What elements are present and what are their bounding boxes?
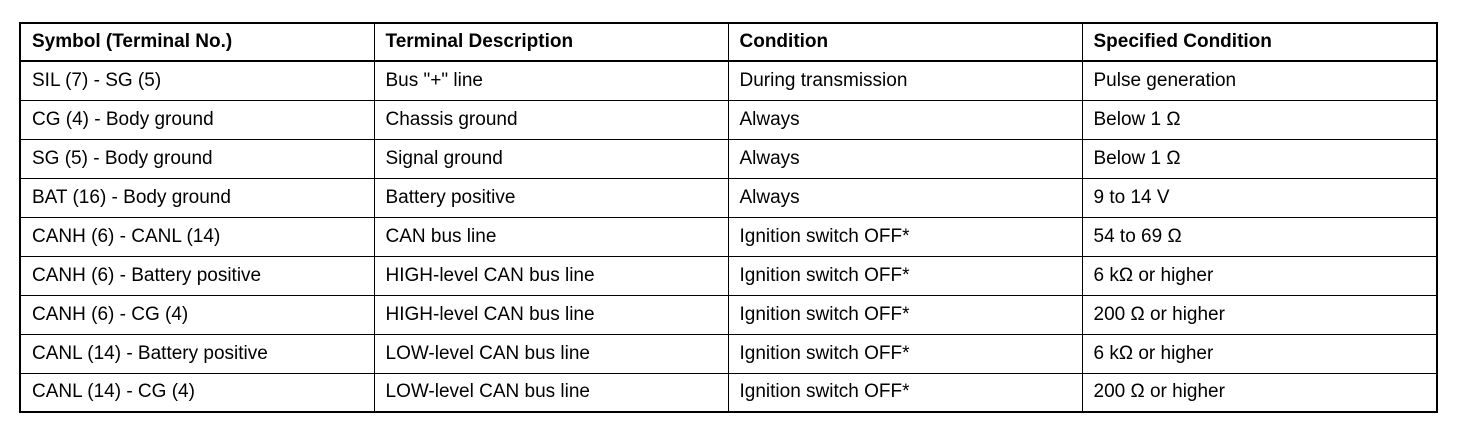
cell-symbol: CANH (6) - CG (4) (20, 295, 374, 334)
cell-terminal-description: HIGH-level CAN bus line (374, 256, 728, 295)
table-row (20, 178, 1437, 217)
cell-symbol: SG (5) - Body ground (20, 139, 374, 178)
cell-specified-condition: 6 kΩ or higher (1082, 334, 1437, 373)
table-row (20, 139, 1437, 178)
cell-condition: Ignition switch OFF* (728, 295, 1082, 334)
header-symbol: Symbol (Terminal No.) (20, 23, 374, 61)
table-body (20, 61, 1437, 412)
table-row (20, 295, 1437, 334)
table-row (20, 373, 1437, 412)
cell-specified-condition: Below 1 Ω (1082, 100, 1437, 139)
cell-specified-condition: Below 1 Ω (1082, 139, 1437, 178)
cell-symbol: CANH (6) - Battery positive (20, 256, 374, 295)
cell-condition: During transmission (728, 61, 1082, 100)
table-row (20, 256, 1437, 295)
cell-condition: Always (728, 178, 1082, 217)
cell-condition: Always (728, 139, 1082, 178)
table-row (20, 61, 1437, 100)
cell-symbol: BAT (16) - Body ground (20, 178, 374, 217)
cell-terminal-description: LOW-level CAN bus line (374, 373, 728, 412)
cell-specified-condition: 9 to 14 V (1082, 178, 1437, 217)
cell-symbol: CANH (6) - CANL (14) (20, 217, 374, 256)
cell-condition: Always (728, 100, 1082, 139)
cell-terminal-description: Chassis ground (374, 100, 728, 139)
terminal-spec-table (19, 22, 1438, 413)
table-header (20, 23, 1437, 61)
cell-terminal-description: HIGH-level CAN bus line (374, 295, 728, 334)
cell-terminal-description: Bus "+" line (374, 61, 728, 100)
cell-specified-condition: 200 Ω or higher (1082, 373, 1437, 412)
header-condition: Condition (728, 23, 1082, 61)
table-row (20, 334, 1437, 373)
header-terminal-description: Terminal Description (374, 23, 728, 61)
cell-specified-condition: 54 to 69 Ω (1082, 217, 1437, 256)
cell-symbol: SIL (7) - SG (5) (20, 61, 374, 100)
cell-terminal-description: Signal ground (374, 139, 728, 178)
cell-condition: Ignition switch OFF* (728, 256, 1082, 295)
table-row (20, 100, 1437, 139)
cell-symbol: CG (4) - Body ground (20, 100, 374, 139)
cell-specified-condition: Pulse generation (1082, 61, 1437, 100)
header-specified-condition: Specified Condition (1082, 23, 1437, 61)
cell-specified-condition: 6 kΩ or higher (1082, 256, 1437, 295)
cell-symbol: CANL (14) - CG (4) (20, 373, 374, 412)
cell-specified-condition: 200 Ω or higher (1082, 295, 1437, 334)
header-row (20, 23, 1437, 61)
cell-condition: Ignition switch OFF* (728, 373, 1082, 412)
table-row (20, 217, 1437, 256)
cell-terminal-description: CAN bus line (374, 217, 728, 256)
cell-terminal-description: LOW-level CAN bus line (374, 334, 728, 373)
cell-terminal-description: Battery positive (374, 178, 728, 217)
cell-condition: Ignition switch OFF* (728, 334, 1082, 373)
cell-condition: Ignition switch OFF* (728, 217, 1082, 256)
cell-symbol: CANL (14) - Battery positive (20, 334, 374, 373)
